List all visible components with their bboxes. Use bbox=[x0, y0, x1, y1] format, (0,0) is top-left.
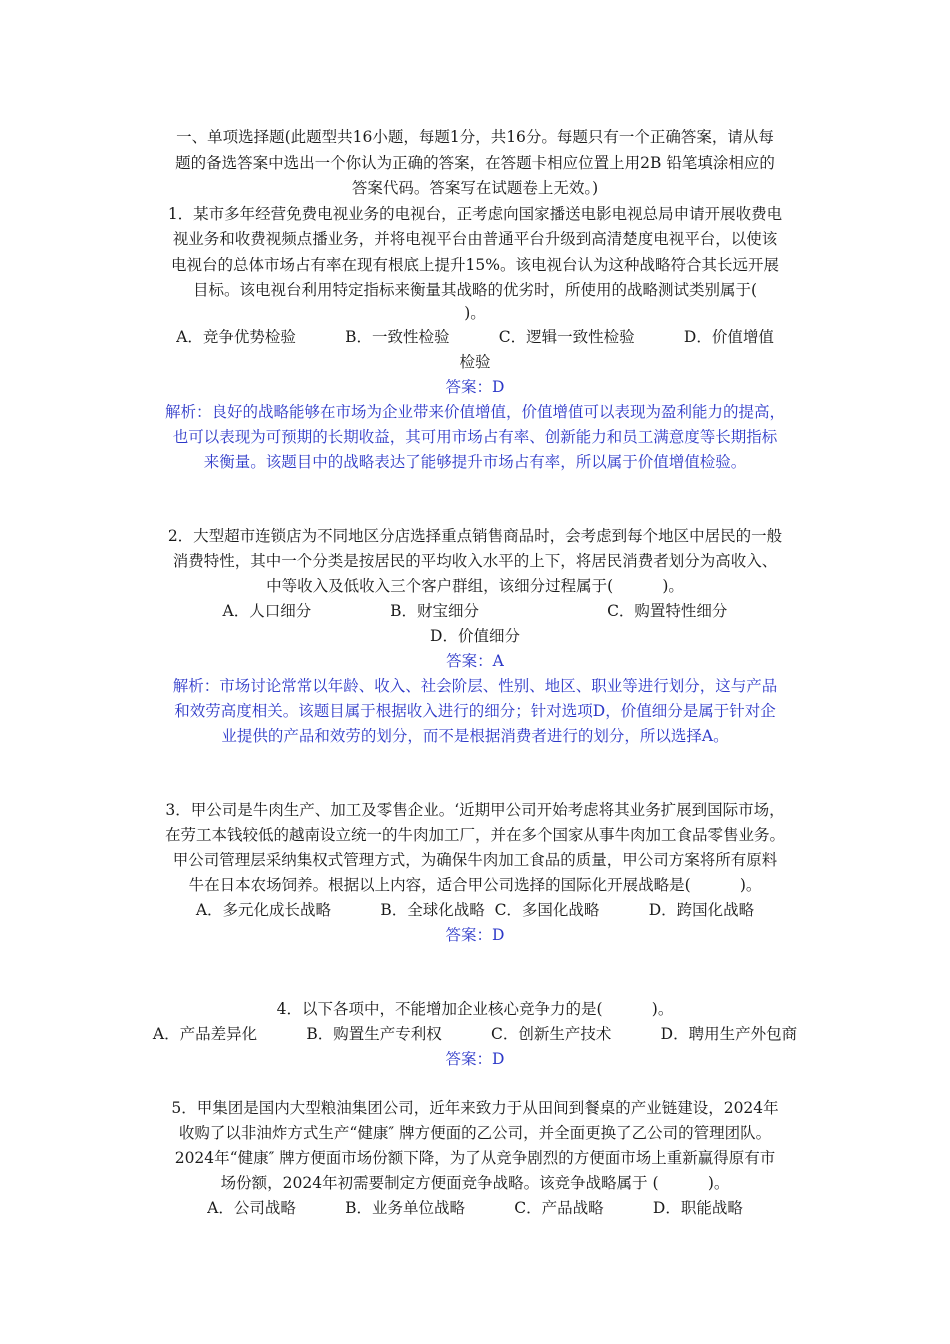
q1-analysis-line-3: 来衡量。该题目中的战略表达了能够提升市场占有率，所以属于价值增值检验。 bbox=[203, 453, 747, 471]
q1-options-line-1: A．竞争优势检验 B．一致性检验 C．逻辑一致性检验 D．价值增值 bbox=[176, 328, 774, 346]
q1-analysis-line-1: 解析：良好的战略能够在市场为企业带来价值增值，价值增值可以表现为盈利能力的提高， bbox=[164, 403, 785, 421]
q3-options-line-1: A．多元化成长战略 B．全球化战略 C．多国化战略 D．跨国化战略 bbox=[195, 901, 755, 919]
q4-stem-line-1: 4．以下各项中，不能增加企业核心竞争力的是( )。 bbox=[276, 1000, 674, 1018]
q2-analysis-line-3: 业提供的产品和效劳的划分，而不是根据消费者进行的划分，所以选择A。 bbox=[221, 727, 729, 745]
q5-stem-line-2: 收购了以非油炸方式生产“健康″ 牌方便面的乙公司，并全面更换了乙公司的管理团队。 bbox=[178, 1124, 772, 1142]
q2-stem-line-2: 消费特性，其中一个分类是按居民的平均收入水平的上下，将居民消费者划分为高收入、 bbox=[172, 552, 778, 570]
q3-stem-line-3: 甲公司管理层采纳集权式管理方式，为确保牛肉加工食品的质量，甲公司方案将所有原料 bbox=[172, 851, 778, 869]
section-heading-line-3: 答案代码。答案写在试题卷上无效。) bbox=[351, 179, 599, 197]
q3-stem-line-2: 在劳工本钱较低的越南设立统一的牛肉加工厂，并在多个国家从事牛肉加工食品零售业务。 bbox=[164, 826, 785, 844]
q4-answer: 答案：D bbox=[445, 1050, 505, 1068]
q1-stem-line-1: 1．某市多年经营免费电视业务的电视台，正考虑向国家播送电影电视总局申请开展收费电 bbox=[167, 205, 783, 223]
q5-stem-line-1: 5．甲集团是国内大型粮油集团公司，近年来致力于从田间到餐桌的产业链建设，2024年 bbox=[171, 1099, 779, 1117]
q2-stem-line-1: 2．大型超市连锁店为不同地区分店选择重点销售商品时，会考虑到每个地区中居民的一般 bbox=[167, 527, 783, 545]
q2-analysis-line-2: 和效劳高度相关。该题目属于根据收入进行的细分；针对选项D，价值细分是属于针对企 bbox=[174, 702, 776, 720]
q1-answer: 答案：D bbox=[445, 378, 505, 396]
section-heading-line-2: 题的备选答案中选出一个你认为正确的答案，在答题卡相应位置上用2B 铅笔填涂相应的 bbox=[175, 154, 775, 172]
q1-analysis-line-2: 也可以表现为可预期的长期收益，其可用市场占有率、创新能力和员工满意度等长期指标 bbox=[172, 428, 778, 446]
q5-stem-line-4: 场份额，2024年初需要制定方便面竞争战略。该竞争战略属于 ( )。 bbox=[220, 1174, 730, 1192]
q5-options-line-1: A．公司战略 B．业务单位战略 C．产品战略 D．职能战略 bbox=[207, 1199, 743, 1217]
q2-stem-line-3: 中等收入及低收入三个客户群组，该细分过程属于( )。 bbox=[266, 577, 684, 595]
q3-stem-line-4: 牛在日本农场饲养。根据以上内容，适合甲公司选择的国际化开展战略是( )。 bbox=[188, 876, 762, 894]
q1-stem-line-4: 目标。该电视台利用特定指标来衡量其战略的优劣时，所使用的战略测试类别属于( bbox=[192, 281, 758, 299]
q2-options-line-2: D．价值细分 bbox=[430, 627, 520, 645]
q4-options-line-1: A．产品差异化 B．购置生产专利权 C．创新生产技术 D．聘用生产外包商 bbox=[152, 1025, 798, 1043]
q2-analysis-line-1: 解析：市场讨论常常以年龄、收入、社会阶层、性别、地区、职业等进行划分，这与产品 bbox=[172, 677, 778, 695]
section-heading-line-1: 一、单项选择题(此题型共16小题，每题1分，共16分。每题只有一个正确答案，请从每 bbox=[176, 128, 774, 146]
q1-stem-line-2: 视业务和收费视频点播业务，并将电视平台由普通平台升级到高清楚度电视平台，以使该 bbox=[172, 230, 778, 248]
q3-stem-line-1: 3．甲公司是牛肉生产、加工及零售企业。‘近期甲公司开始考虑将其业务扩展到国际市场， bbox=[165, 801, 785, 819]
q1-stem-line-5: )。 bbox=[464, 304, 486, 322]
q1-options-line-2: 检验 bbox=[459, 353, 491, 371]
q1-stem-line-3: 电视台的总体市场占有率在现有根底上提升15%。该电视台认为这种战略符合其长远开展 bbox=[171, 256, 779, 274]
q5-stem-line-3: 2024年“健康″ 牌方便面市场份额下降，为了从竞争剧烈的方便面市场上重新赢得原有市 bbox=[174, 1149, 776, 1167]
q3-answer: 答案：D bbox=[445, 926, 505, 944]
q2-options-line-1: A．人口细分 B．财宝细分 C．购置特性细分 bbox=[222, 602, 728, 620]
q2-answer: 答案：A bbox=[446, 652, 504, 670]
